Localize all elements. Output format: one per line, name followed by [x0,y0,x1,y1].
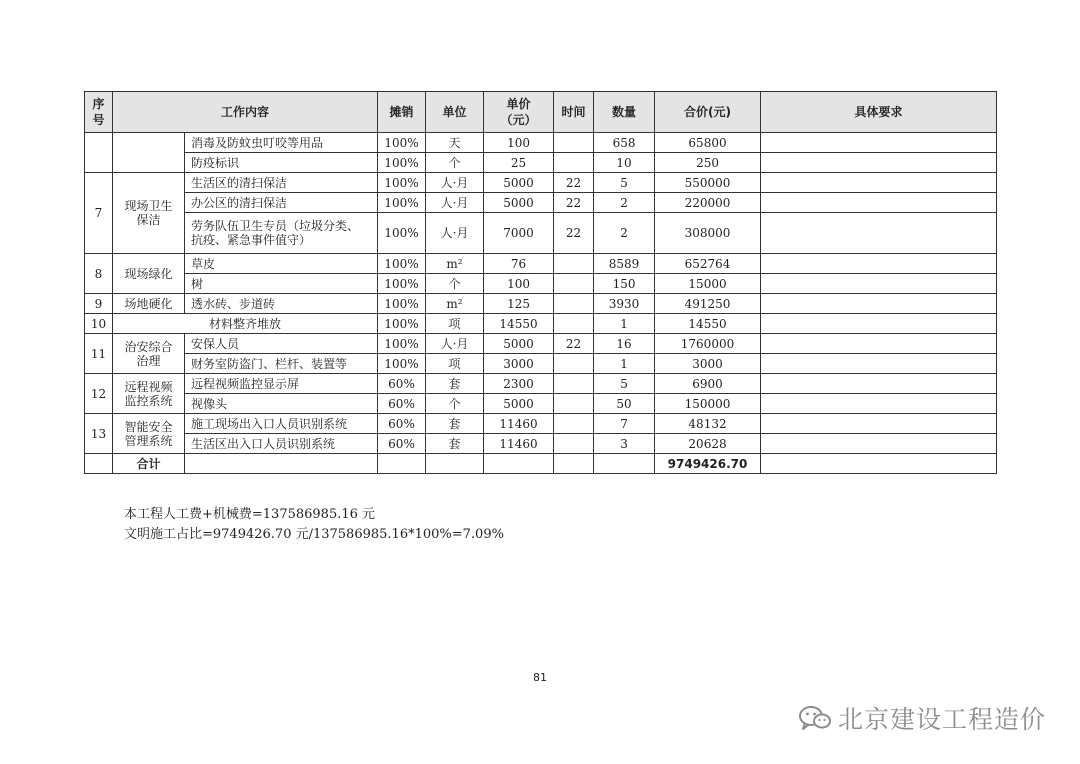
price-cell: 11460 [484,434,554,454]
total-cell: 491250 [655,294,761,314]
item-cell: 远程视频监控显示屏 [185,374,378,394]
total-cell: 220000 [655,193,761,213]
price-cell: 3000 [484,354,554,374]
unit-cell: 人·月 [426,213,484,254]
amort-cell: 100% [378,213,426,254]
header-time: 时间 [554,92,594,133]
item-cell: 材料整齐堆放 [113,314,378,334]
header-seq: 序号 [85,92,113,133]
amort-cell: 100% [378,133,426,153]
item-line: 劳务队伍卫生专员（垃圾分类、 [191,219,360,233]
group-name-cell: 场地硬化 [113,294,185,314]
unit-cell: 项 [426,354,484,374]
total-cell: 550000 [655,173,761,193]
time-cell [554,374,594,394]
price-cell: 2300 [484,374,554,394]
civilized-construction-ratio-line: 文明施工占比=9749426.70 元/137586985.16*100%=7.09% [124,527,504,542]
requirement-cell [761,454,997,474]
item-cell: 施工现场出入口人员识别系统 [185,414,378,434]
table-row [85,434,997,454]
amort-cell: 100% [378,153,426,173]
item-cell: 消毒及防蚊虫叮咬等用品 [185,133,378,153]
time-cell [554,314,594,334]
table-row [85,374,997,394]
unit-cell: m² [426,294,484,314]
time-cell [554,274,594,294]
total-cell: 250 [655,153,761,173]
item-cell [185,213,378,254]
item-cell: 生活区出入口人员识别系统 [185,434,378,454]
amort-cell: 100% [378,274,426,294]
group-no-cell [85,133,113,173]
total-cell: 150000 [655,394,761,414]
unit-cell: 个 [426,153,484,173]
price-cell: 5000 [484,334,554,354]
unit-cell: 套 [426,434,484,454]
requirement-cell [761,274,997,294]
qty-cell: 1 [594,314,655,334]
item-cell: 草皮 [185,254,378,274]
requirement-cell [761,394,997,414]
table-row [85,354,997,374]
amort-cell [378,454,426,474]
group-no-cell [85,454,113,474]
header-price-label: 单价 [506,97,531,111]
group-no-cell: 11 [85,334,113,374]
time-cell: 22 [554,173,594,193]
amort-cell: 100% [378,354,426,374]
group-name-line: 监控系统 [124,393,173,408]
qty-cell: 2 [594,193,655,213]
requirement-cell [761,153,997,173]
watermark [798,700,1046,736]
amort-cell: 60% [378,414,426,434]
summary-row [85,454,997,474]
unit-cell: 天 [426,133,484,153]
unit-cell: 个 [426,394,484,414]
unit-cell: 个 [426,274,484,294]
labor-machinery-cost-line: 本工程人工费+机械费=137586985.16 元 [124,507,376,522]
group-name-line: 治安综合 [124,339,173,354]
item-cell [185,454,378,474]
price-cell: 25 [484,153,554,173]
page-number: 81 [533,671,547,684]
unit-cell: 套 [426,374,484,394]
total-cell: 6900 [655,374,761,394]
time-cell [554,394,594,414]
item-cell: 生活区的清扫保洁 [185,173,378,193]
qty-cell: 8589 [594,254,655,274]
qty-cell: 5 [594,374,655,394]
time-cell [554,133,594,153]
group-name-line: 治理 [136,353,161,368]
group-name-cell [113,374,185,414]
qty-cell: 3930 [594,294,655,314]
header-amort: 摊销 [378,92,426,133]
group-no-cell: 9 [85,294,113,314]
group-name-cell [113,414,185,454]
price-cell: 76 [484,254,554,274]
header-work: 工作内容 [113,92,378,133]
group-name-cell [113,173,185,254]
qty-cell: 50 [594,394,655,414]
requirement-cell [761,314,997,334]
total-cell: 308000 [655,213,761,254]
table-row [85,314,997,334]
price-cell: 5000 [484,173,554,193]
header-total: 合价(元) [655,92,761,133]
group-no-cell: 8 [85,254,113,294]
qty-cell: 150 [594,274,655,294]
requirement-cell [761,133,997,153]
header-price [484,92,554,133]
amort-cell: 100% [378,173,426,193]
calculation-notes [124,505,504,545]
price-cell: 11460 [484,414,554,434]
total-cell: 14550 [655,314,761,334]
unit-cell [426,454,484,474]
qty-cell: 16 [594,334,655,354]
amort-cell: 100% [378,314,426,334]
requirement-cell [761,213,997,254]
requirement-cell [761,254,997,274]
price-cell: 125 [484,294,554,314]
time-cell: 22 [554,213,594,254]
group-no-cell: 10 [85,314,113,334]
table-row [85,133,997,153]
price-cell [484,454,554,474]
amort-cell: 60% [378,434,426,454]
price-cell: 100 [484,274,554,294]
total-cell: 3000 [655,354,761,374]
item-cell: 办公区的清扫保洁 [185,193,378,213]
group-name-cell: 现场绿化 [113,254,185,294]
requirement-cell [761,434,997,454]
summary-total: 9749426.70 [655,454,761,474]
table-row [85,294,997,314]
item-cell: 视像头 [185,394,378,414]
total-cell: 1760000 [655,334,761,354]
requirement-cell [761,354,997,374]
group-no-cell: 7 [85,173,113,254]
unit-cell: 人·月 [426,173,484,193]
price-cell: 5000 [484,394,554,414]
header-requirement: 具体要求 [761,92,997,133]
requirement-cell [761,414,997,434]
total-cell: 20628 [655,434,761,454]
time-cell [554,414,594,434]
time-cell [554,254,594,274]
unit-cell: 套 [426,414,484,434]
amort-cell: 60% [378,374,426,394]
group-name-line: 智能安全 [124,419,173,434]
requirement-cell [761,294,997,314]
amort-cell: 100% [378,294,426,314]
unit-cell: 人·月 [426,193,484,213]
time-cell [554,434,594,454]
group-no-cell: 12 [85,374,113,414]
unit-cell: 项 [426,314,484,334]
group-no-cell: 13 [85,414,113,454]
header-qty: 数量 [594,92,655,133]
total-cell: 65800 [655,133,761,153]
item-cell: 透水砖、步道砖 [185,294,378,314]
qty-cell: 10 [594,153,655,173]
requirement-cell [761,193,997,213]
header-price-unit: （元） [500,113,537,127]
table-row [85,254,997,274]
price-cell: 100 [484,133,554,153]
qty-cell: 2 [594,213,655,254]
group-name-cell [113,133,185,173]
time-cell [554,294,594,314]
table-row [85,153,997,173]
item-line: 抗疫、紧急事件值守） [191,233,312,247]
time-cell [554,153,594,173]
cost-table [84,91,997,474]
total-cell: 15000 [655,274,761,294]
group-name-line: 现场卫生 [124,199,173,213]
group-name-line: 保洁 [136,213,161,227]
item-cell: 财务室防盗门、栏杆、装置等 [185,354,378,374]
summary-label: 合计 [113,454,185,474]
total-cell: 48132 [655,414,761,434]
table-row [85,334,997,354]
requirement-cell [761,173,997,193]
watermark-text: 北京建设工程造价 [837,705,1046,734]
time-cell: 22 [554,334,594,354]
table-row [85,193,997,213]
time-cell [554,354,594,374]
group-name-line: 管理系统 [124,433,173,448]
price-cell: 7000 [484,213,554,254]
requirement-cell [761,334,997,354]
table-row [85,394,997,414]
table-row [85,213,997,254]
header-unit: 单位 [426,92,484,133]
qty-cell: 3 [594,434,655,454]
wechat-icon [798,704,832,732]
qty-cell: 7 [594,414,655,434]
item-cell: 树 [185,274,378,294]
unit-cell: 人·月 [426,334,484,354]
qty-cell [594,454,655,474]
item-cell: 安保人员 [185,334,378,354]
table-row [85,274,997,294]
amort-cell: 100% [378,254,426,274]
qty-cell: 658 [594,133,655,153]
table-row [85,414,997,434]
total-cell: 652764 [655,254,761,274]
group-name-cell [113,334,185,374]
price-cell: 14550 [484,314,554,334]
time-cell: 22 [554,193,594,213]
amort-cell: 100% [378,334,426,354]
group-name-line: 远程视频 [124,379,173,394]
item-cell: 防疫标识 [185,153,378,173]
table-row [85,173,997,193]
price-cell: 5000 [484,193,554,213]
qty-cell: 1 [594,354,655,374]
qty-cell: 5 [594,173,655,193]
requirement-cell [761,374,997,394]
time-cell [554,454,594,474]
unit-cell: m² [426,254,484,274]
amort-cell: 100% [378,193,426,213]
table-header-row [85,92,997,133]
amort-cell: 60% [378,394,426,414]
